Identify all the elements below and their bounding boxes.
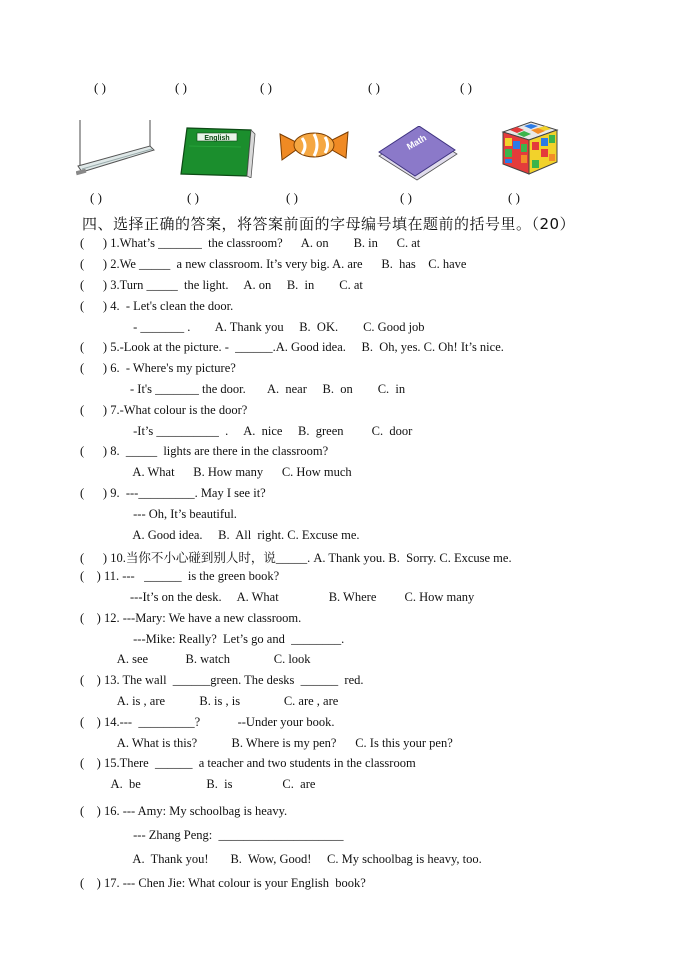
answer-bracket[interactable]: ( ) — [368, 80, 380, 95]
english-book-label: English — [204, 135, 230, 142]
math-book-label: Math — [405, 132, 429, 152]
question-line: A. Good idea. B. All right. C. Excuse me. — [80, 528, 360, 542]
question-line: ( ) 5.-Look at the picture. - ______.A. Good idea. B. Oh, yes. C. Oh! It’s nice. — [80, 340, 504, 354]
answer-bracket[interactable]: ( ) — [460, 80, 472, 95]
question-line: ( ) 1.What’s _______ the classroom? A. on B. in C. at — [80, 236, 421, 250]
question-line: ( ) 12. ---Mary: We have a new classroom. — [80, 611, 302, 625]
question-line: ( ) 15.There ______ a teacher and two students in the classroom — [80, 756, 416, 770]
question-line: ( ) 6. - Where's my picture? — [80, 361, 236, 375]
question-line: ---Mike: Really? Let’s go and ________. — [80, 632, 345, 646]
question-line: A. be B. is C. are — [80, 777, 316, 791]
answer-bracket[interactable]: ( ) — [260, 80, 272, 95]
question-line: - _______ . A. Thank you B. OK. C. Good job — [80, 320, 425, 334]
fluorescent-light-icon — [76, 118, 156, 180]
answer-bracket[interactable]: ( ) — [94, 80, 106, 95]
question-line: ( ) 14.--- _________? --Under your book. — [80, 715, 335, 729]
question-line: -It’s __________ . A. nice B. green C. door — [80, 424, 413, 438]
question-line: --- Zhang Peng: ____________________ — [80, 828, 344, 842]
question-line: A. is , are B. is , is C. are , are — [80, 694, 339, 708]
question-line: A. What B. How many C. How much — [80, 465, 352, 479]
question-line: ( ) 17. --- Chen Jie: What colour is your English book? — [80, 876, 366, 890]
question-line: A. see B. watch C. look — [80, 652, 311, 666]
question-line: - It's _______ the door. A. near B. on C. in — [80, 382, 406, 396]
question-line: A. Thank you! B. Wow, Good! C. My schoolbag is heavy, too. — [80, 852, 482, 866]
answer-bracket[interactable]: ( ) — [187, 190, 199, 205]
question-line: ( ) 8. _____ lights are there in the classroom? — [80, 444, 329, 458]
question-line: ( ) 10.当你不小心碰到别人时，说_____. A. Thank you. B. Sorry. C. Excuse me. — [80, 551, 512, 565]
answer-bracket[interactable]: ( ) — [90, 190, 102, 205]
question-line: ( ) 7.-What colour is the door? — [80, 403, 248, 417]
question-line: ---It’s on the desk. A. What B. Where C. How many — [80, 590, 475, 604]
answer-bracket[interactable]: ( ) — [400, 190, 412, 205]
candy-icon — [278, 126, 350, 166]
answer-bracket[interactable]: ( ) — [175, 80, 187, 95]
question-line: A. What is this? B. Where is my pen? C. Is this your pen? — [80, 736, 453, 750]
question-line: ( ) 9. ---_________. May I see it? — [80, 486, 266, 500]
question-line: ( ) 3.Turn _____ the light. A. on B. in C. at — [80, 278, 363, 292]
question-line: ( ) 2.We _____ a new classroom. It’s very big. A. are B. has C. have — [80, 257, 467, 271]
answer-bracket[interactable]: ( ) — [508, 190, 520, 205]
question-line: --- Oh, It’s beautiful. — [80, 507, 237, 521]
math-book-icon — [375, 126, 459, 182]
question-line: ( ) 4. - Let's clean the door. — [80, 299, 234, 313]
section-heading: 四、选择正确的答案，将答案前面的字母编号填在题前的括号里。（20） — [82, 215, 576, 233]
question-line: ( ) 13. The wall ______green. The desks ______ red. — [80, 673, 364, 687]
question-line: ( ) 11. --- ______ is the green book? — [80, 569, 280, 583]
question-line: ( ) 16. --- Amy: My schoolbag is heavy. — [80, 804, 288, 818]
answer-bracket[interactable]: ( ) — [286, 190, 298, 205]
rubiks-cube-icon — [499, 118, 561, 178]
english-book-icon — [177, 124, 257, 178]
